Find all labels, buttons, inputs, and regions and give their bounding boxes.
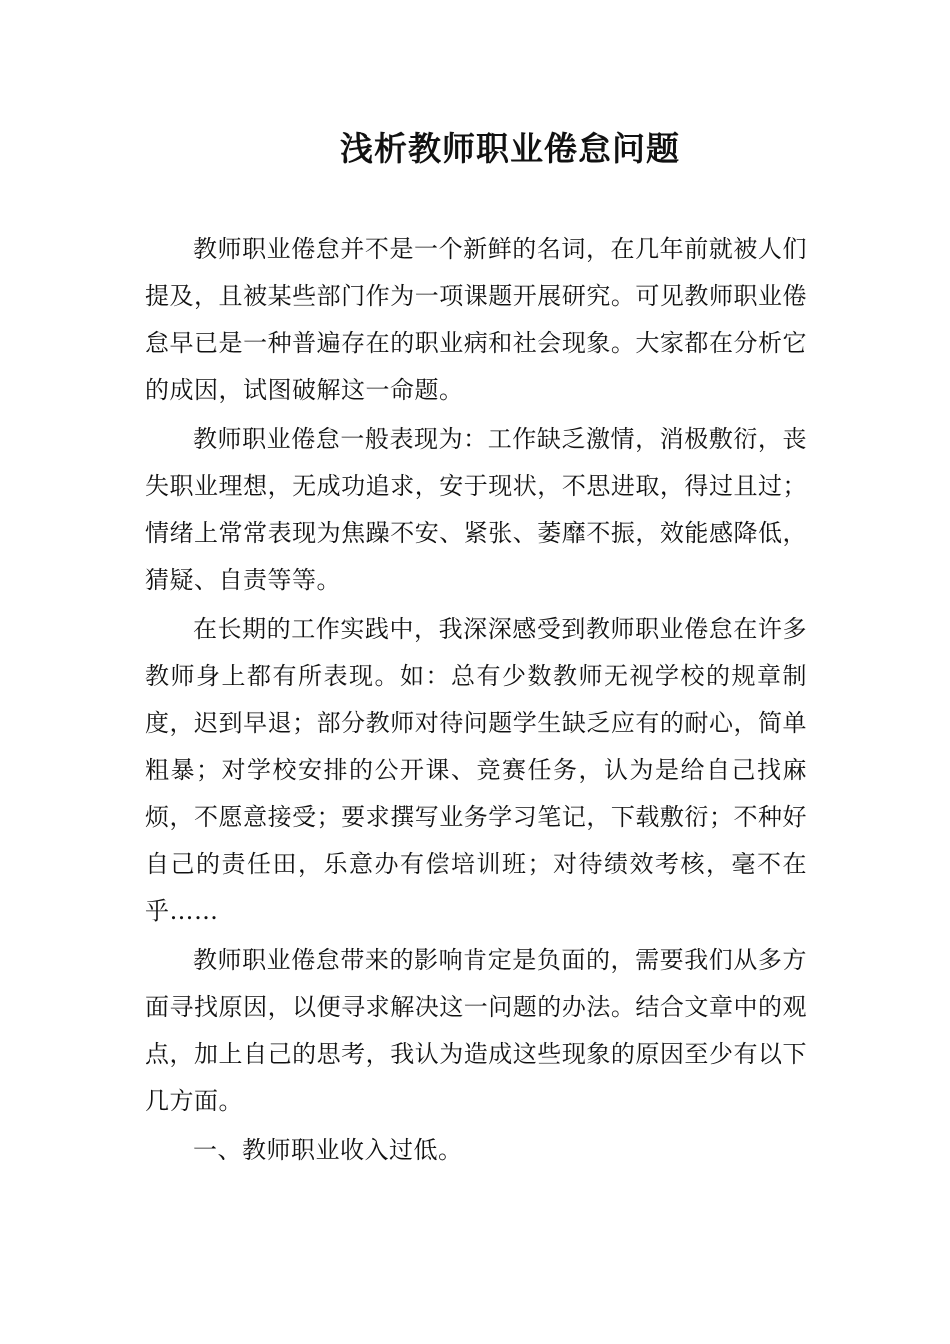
section-heading-low-income: 一、教师职业收入过低。: [193, 1136, 463, 1164]
paragraph-examples: 在长期的工作实践中，我深深感受到教师职业倦怠在许多教师身上都有所表现。如：总有少数教师无视学校的规章制度，迟到早退；部分教师对待问题学生缺乏应有的耐心，简单粗暴；对学校安排的公开课、竞赛任务，认为是给自己找麻烦，不愿意接受；要求撰写业务学习笔记，下载敷衍；不种好自己的责任田，乐意办有偿培训班；对待绩效考核，毫不在乎……: [145, 615, 807, 925]
document-title: 浅析教师职业倦怠问题: [340, 129, 680, 168]
paragraph-causes: 教师职业倦怠带来的影响肯定是负面的，需要我们从多方面寻找原因，以便寻求解决这一问题的办法。结合文章中的观点，加上自己的思考，我认为造成这些现象的原因至少有以下几方面。: [145, 946, 807, 1115]
paragraph-symptoms: 教师职业倦怠一般表现为：工作缺乏激情，消极敷衍，丧失职业理想，无成功追求，安于现状，不思进取，得过且过；情绪上常常表现为焦躁不安、紧张、萎靡不振，效能感降低，猜疑、自责等等。: [145, 425, 807, 594]
paragraph-intro: 教师职业倦怠并不是一个新鲜的名词，在几年前就被人们提及，且被某些部门作为一项课题开展研究。可见教师职业倦怠早已是一种普遍存在的职业病和社会现象。大家都在分析它的成因，试图破解这一命题。: [145, 235, 807, 404]
document-body: [145, 226, 807, 1174]
